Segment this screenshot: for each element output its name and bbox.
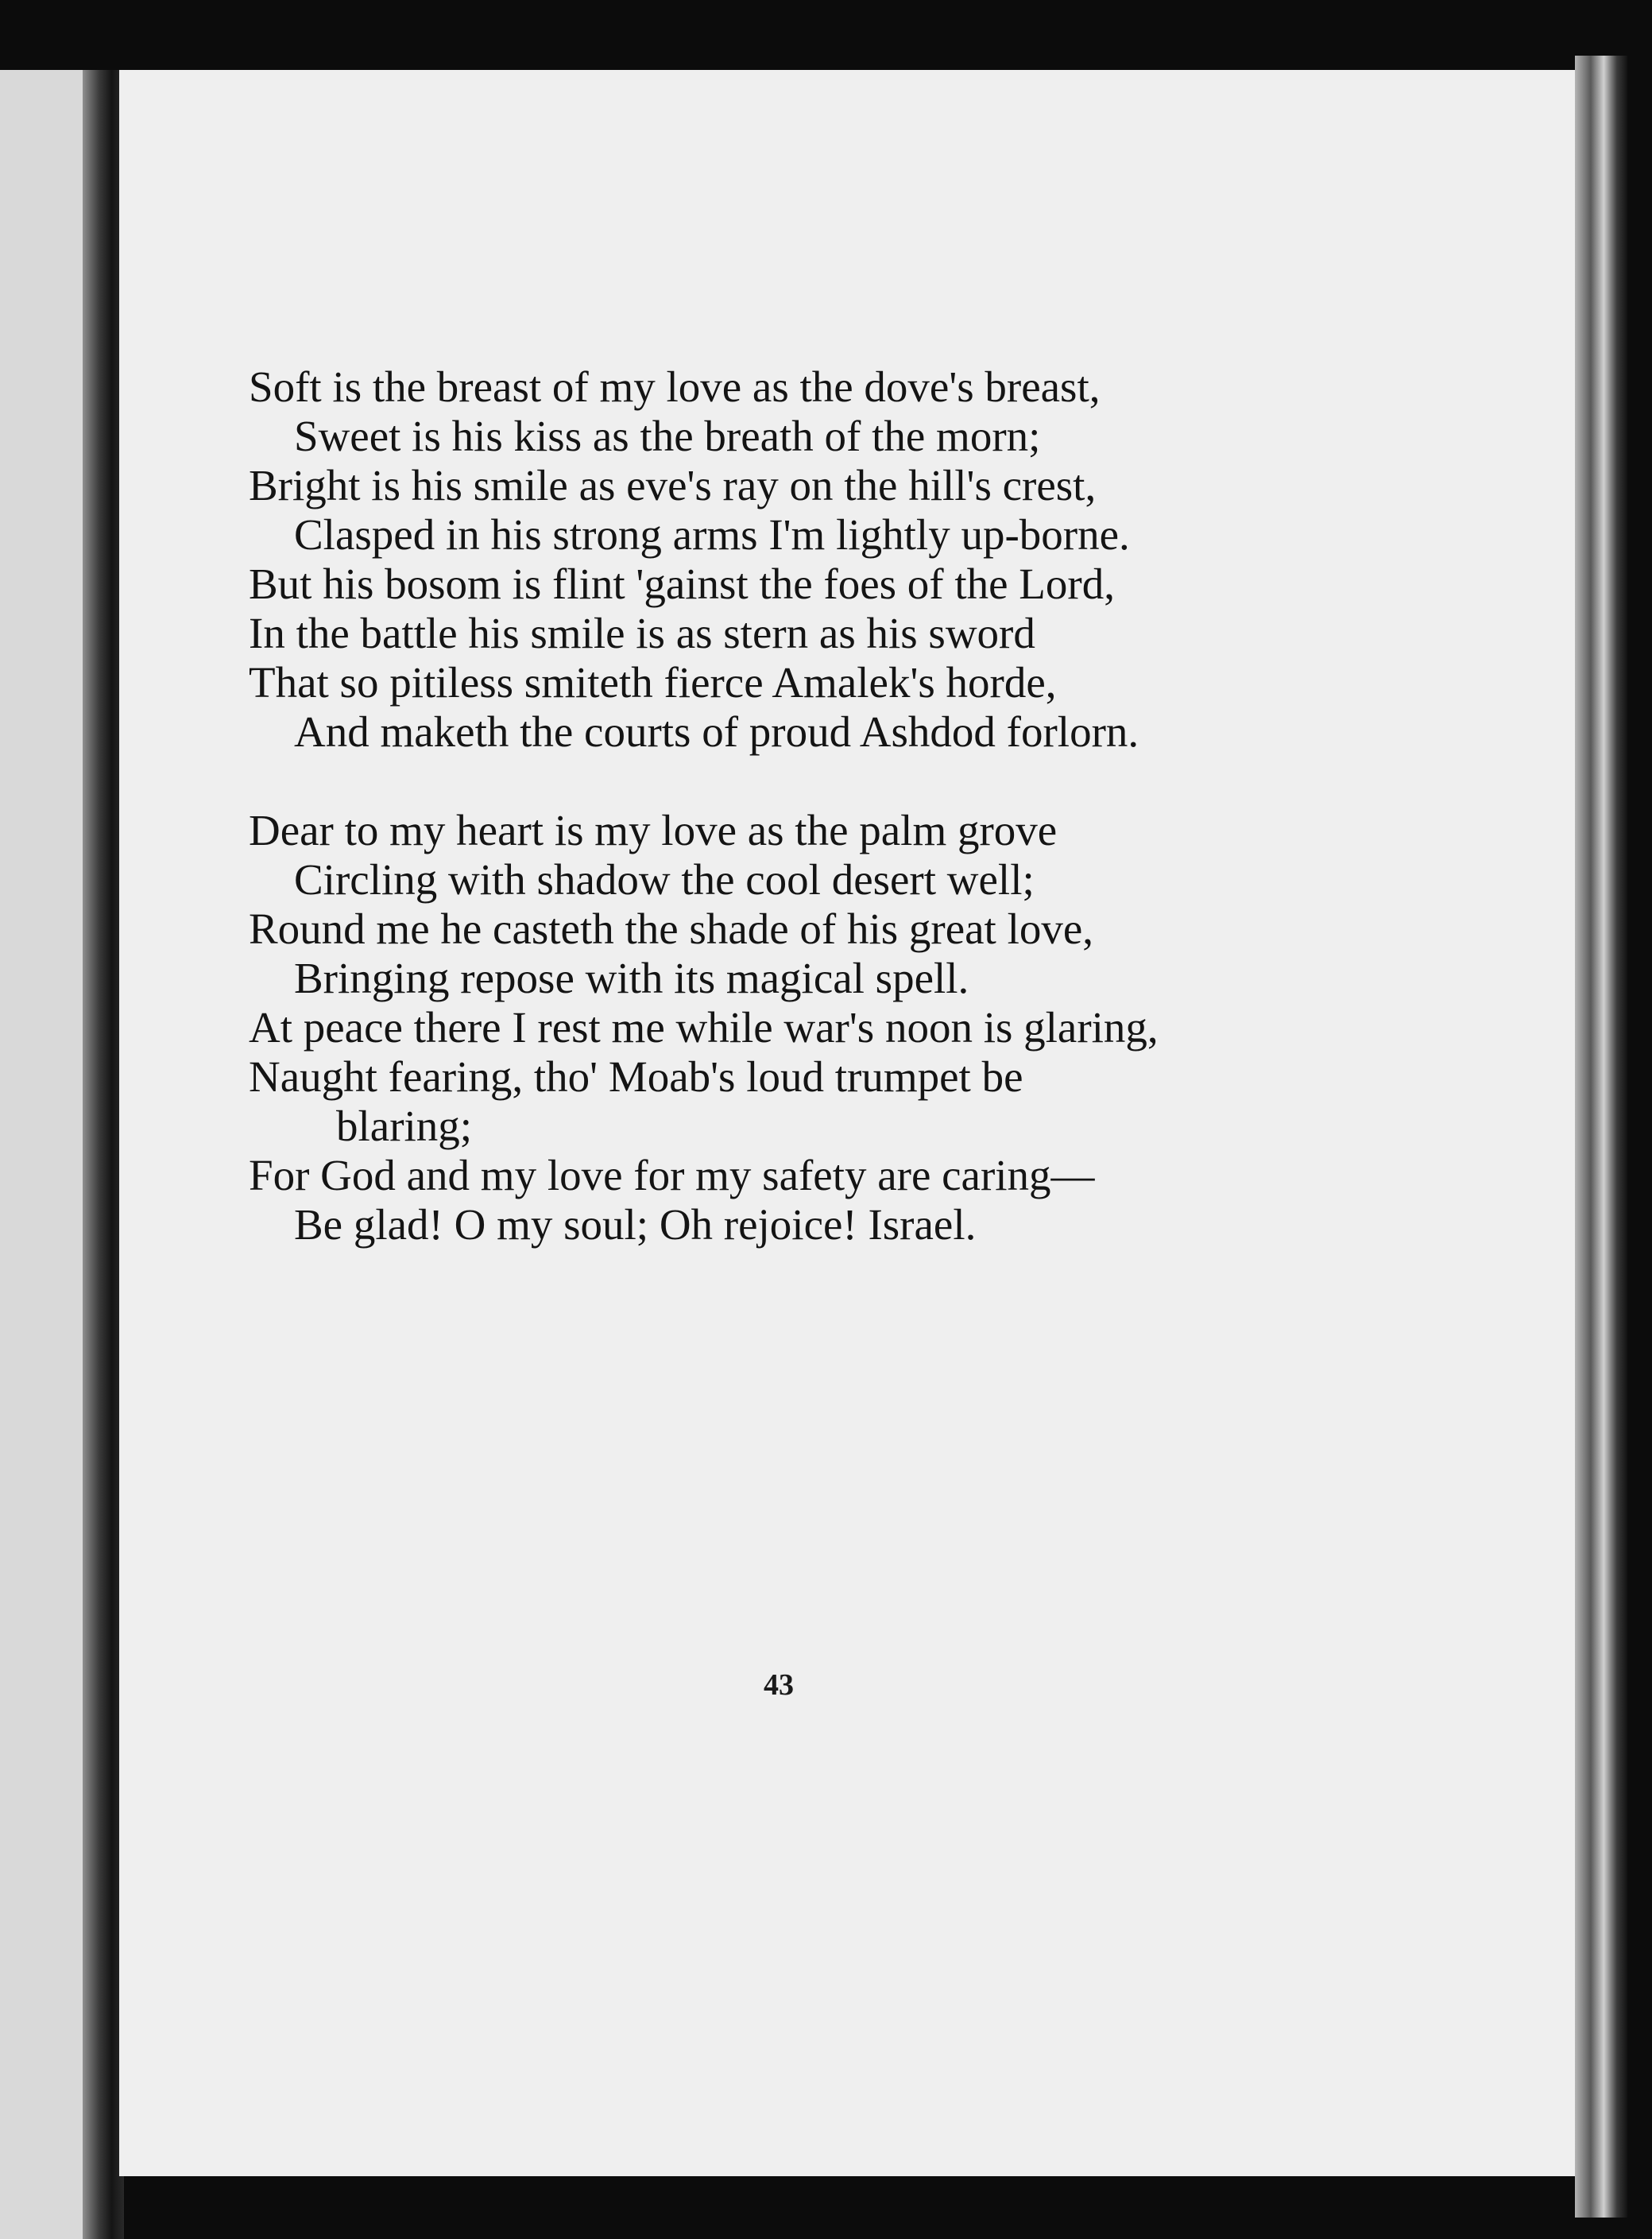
poem-line: And maketh the courts of proud Ashdod forlorn.: [294, 707, 1139, 756]
poem-line: Sweet is his kiss as the breath of the morn;: [294, 412, 1041, 460]
poem-line: Clasped in his strong arms I'm lightly up-borne.: [294, 510, 1130, 559]
poem-line: Round me he casteth the shade of his great love,: [249, 905, 1094, 953]
poem-line: Soft is the breast of my love as the dove's breast,: [249, 362, 1101, 411]
poem-line: That so pitiless smiteth fierce Amalek's horde,: [249, 658, 1057, 707]
poem-line: Dear to my heart is my love as the palm grove: [249, 806, 1058, 854]
poem-line: Bright is his smile as eve's ray on the hill's crest,: [249, 461, 1097, 509]
poem-line: blaring;: [336, 1102, 473, 1150]
stanza-1: [249, 362, 1159, 757]
page-stack-edge: [1575, 56, 1627, 2218]
book-spine-shadow: [83, 70, 124, 2239]
poem-line: Bringing repose with its magical spell.: [294, 954, 969, 1002]
poem-line: For God and my love for my safety are caring—: [249, 1151, 1095, 1199]
poem-text: [249, 362, 1159, 1299]
poem-line: Circling with shadow the cool desert well;: [294, 855, 1035, 904]
poem-line: Naught fearing, tho' Moab's loud trumpet be: [249, 1052, 1023, 1101]
poem-line: Be glad! O my soul; Oh rejoice! Israel.: [294, 1200, 977, 1249]
poem-line: In the battle his smile is as stern as his sword: [249, 609, 1035, 657]
page-number: 43: [764, 1668, 794, 1702]
stanza-2: [249, 806, 1159, 1249]
poem-line: At peace there I rest me while war's noon is glaring,: [249, 1003, 1159, 1052]
poem-line: But his bosom is flint 'gainst the foes of the Lord,: [249, 560, 1115, 608]
